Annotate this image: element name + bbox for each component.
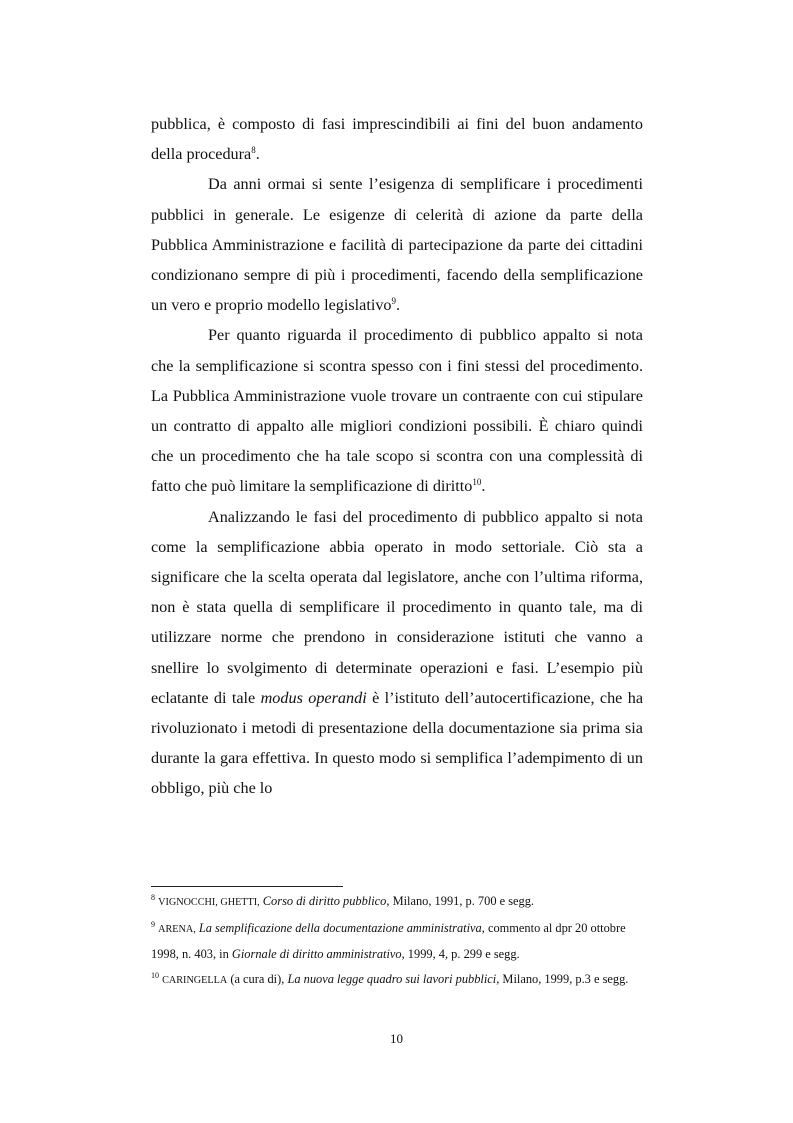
footnote-author: ARENA, bbox=[158, 923, 196, 935]
footnotes bbox=[151, 889, 643, 993]
footnote-10: $^{10}$ CARINGELLA (a cura di), La nuova legge quadro sui lavori pubblici, Milano, 1999, p.3 e segg. bbox=[151, 970, 629, 986]
italic-phrase: modus operandi bbox=[260, 688, 367, 707]
footnote-8: $^8$ VIGNOCCHI, GHETTI, Corso di diritto pubblico, Milano, 1991, p. 700 e segg. bbox=[151, 893, 535, 908]
footnote-title: Corso di diritto pubblico bbox=[262, 894, 387, 908]
footnote-separator bbox=[151, 886, 343, 887]
body-text bbox=[151, 109, 643, 804]
footnote-title: La semplificazione della documentazione amministrativa bbox=[198, 920, 482, 935]
footnote-ref-9: 9 bbox=[391, 296, 397, 307]
paragraph-1: pubblica, è composto di fasi imprescindibili ai fini del buon andamento della procedura$^8$. bbox=[151, 115, 643, 164]
footnote-ref-10: 10 bbox=[472, 477, 482, 488]
paragraph-4: Analizzando le fasi del procedimento di pubblico appalto si nota come la semplificazione abbia operato in modo settoriale. Ciò sta a significare che la scelta operata dal legislatore, anche con l’ultima riforma, non è stata quella di semplificare il procedimento in quanto tale, ma di utilizzare norme che prendono in considerazione istituti che vanno a snellire lo svolgimento di determinate operazioni e fasi. L’esempio più eclatante di tale modus operandi è l’istituto dell’autocertificazione, che ha rivoluzionato i metodi di presentazione della documentazione sia prima sia durante la gara effettiva. In questo modo si semplifica l’adempimento di un obbligo, più che lo bbox=[151, 507, 644, 798]
footnote-author: CARINGELLA bbox=[162, 974, 228, 986]
paragraph-3: Per quanto riguarda il procedimento di pubblico appalto si nota che la semplificazione si scontra spesso con i fini stessi del procedimento. La Pubblica Amministrazione vuole trovare un contraente con cui stipulare un contratto di appalto alle migliori condizioni possibili. È chiaro quindi che un procedimento che ha tale scopo si scontra con una complessità di fatto che può limitare la semplificazione di diritto$^{10}$. bbox=[151, 326, 643, 496]
footnote-9: $^9$ ARENA, La semplificazione della documentazione amministrativa, commento al dpr 20 ottobre 1998, n. 403, in Giornale di diritto amministrativo, 1999, 4, p. 299 e segg. bbox=[151, 919, 626, 961]
footnote-ref-8: 8 bbox=[251, 145, 256, 156]
paragraph-2: Da anni ormai si sente l’esigenza di semplificare i procedimenti pubblici in generale. Le esigenze di celerità di azione da parte della Pubblica Amministrazione e facilità di partecipazione da parte dei cittadini condizionano sempre di più i procedimenti, facendo della semplificazione un vero e proprio modello legislativo$^9$. bbox=[151, 175, 643, 315]
footnote-journal: Giornale di diritto amministrativo bbox=[231, 947, 402, 961]
page-number: 10 bbox=[390, 1031, 403, 1046]
footnote-author: VIGNOCCHI, GHETTI, bbox=[158, 897, 260, 908]
footnote-title: La nuova legge quadro sui lavori pubblici bbox=[287, 971, 497, 986]
